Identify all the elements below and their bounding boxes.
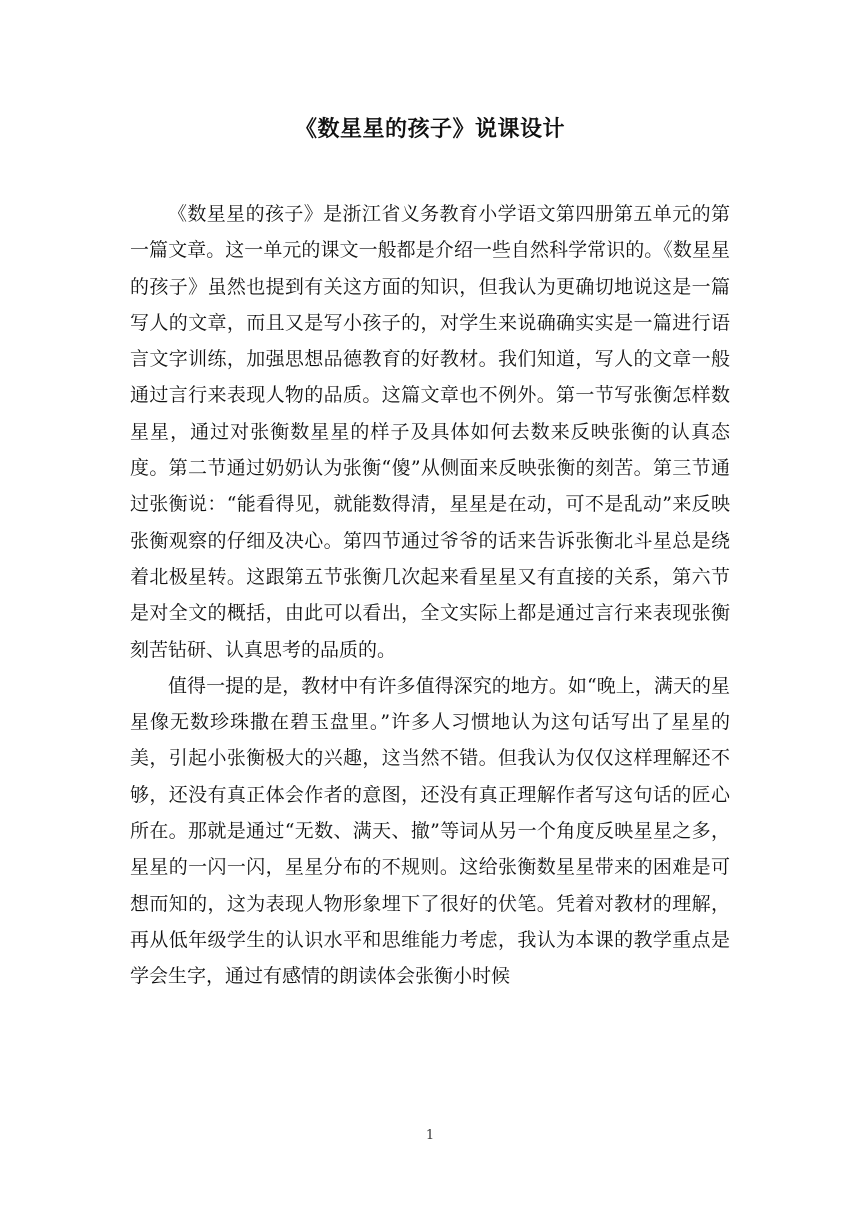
document-body xyxy=(130,196,730,995)
paragraph: 《数星星的孩子》是浙江省义务教育小学语文第四册第五单元的第一篇文章。这一单元的课文一般都是介绍一些自然科学常识的。《数星星的孩子》虽然也提到有关这方面的知识，但我认为更确切地说这是一篇写人的文章，而且又是写小孩子的，对学生来说确确实实是一篇进行语言文字训练，加强思想品德教育的好教材。我们知道，写人的文章一般通过言行来表现人物的品质。这篇文章也不例外。第一节写张衡怎样数星星，通过对张衡数星星的样子及具体如何去数来反映张衡的认真态度。第二节通过奶奶认为张衡“傻”从侧面来反映张衡的刻苦。第三节通过张衡说：“能看得见，就能数得清，星星是在动，可不是乱动”来反映张衡观察的仔细及决心。第四节通过爷爷的话来告诉张衡北斗星总是绕着北极星转。这跟第五节张衡几次起来看星星又有直接的关系，第六节是对全文的概括，由此可以看出，全文实际上都是通过言行来表现张衡刻苦钻研、认真思考的品质的。 xyxy=(130,203,730,661)
page-number: 1 xyxy=(425,1128,435,1143)
paragraph: 值得一提的是，教材中有许多值得深究的地方。如“晚上，满天的星星像无数珍珠撒在碧玉盘里。”许多人习惯地认为这句话写出了星星的美，引起小张衡极大的兴趣，这当然不错。但我认为仅仅这样理解还不够，还没有真正体会作者的意图，还没有真正理解作者写这句话的匠心所在。那就是通过“无数、满天、撤”等词从另一个角度反映星星之多，星星的一闪一闪，星星分布的不规则。这给张衡数星星带来的困难是可想而知的，这为表现人物形象埋下了很好的伏笔。凭着对教材的理解，再从低年级学生的认识水平和思维能力考虑，我认为本课的教学重点是学会生字，通过有感情的朗读体会张衡小时候 xyxy=(130,674,730,988)
document-title: 《数星星的孩子》说课设计 xyxy=(294,116,565,142)
